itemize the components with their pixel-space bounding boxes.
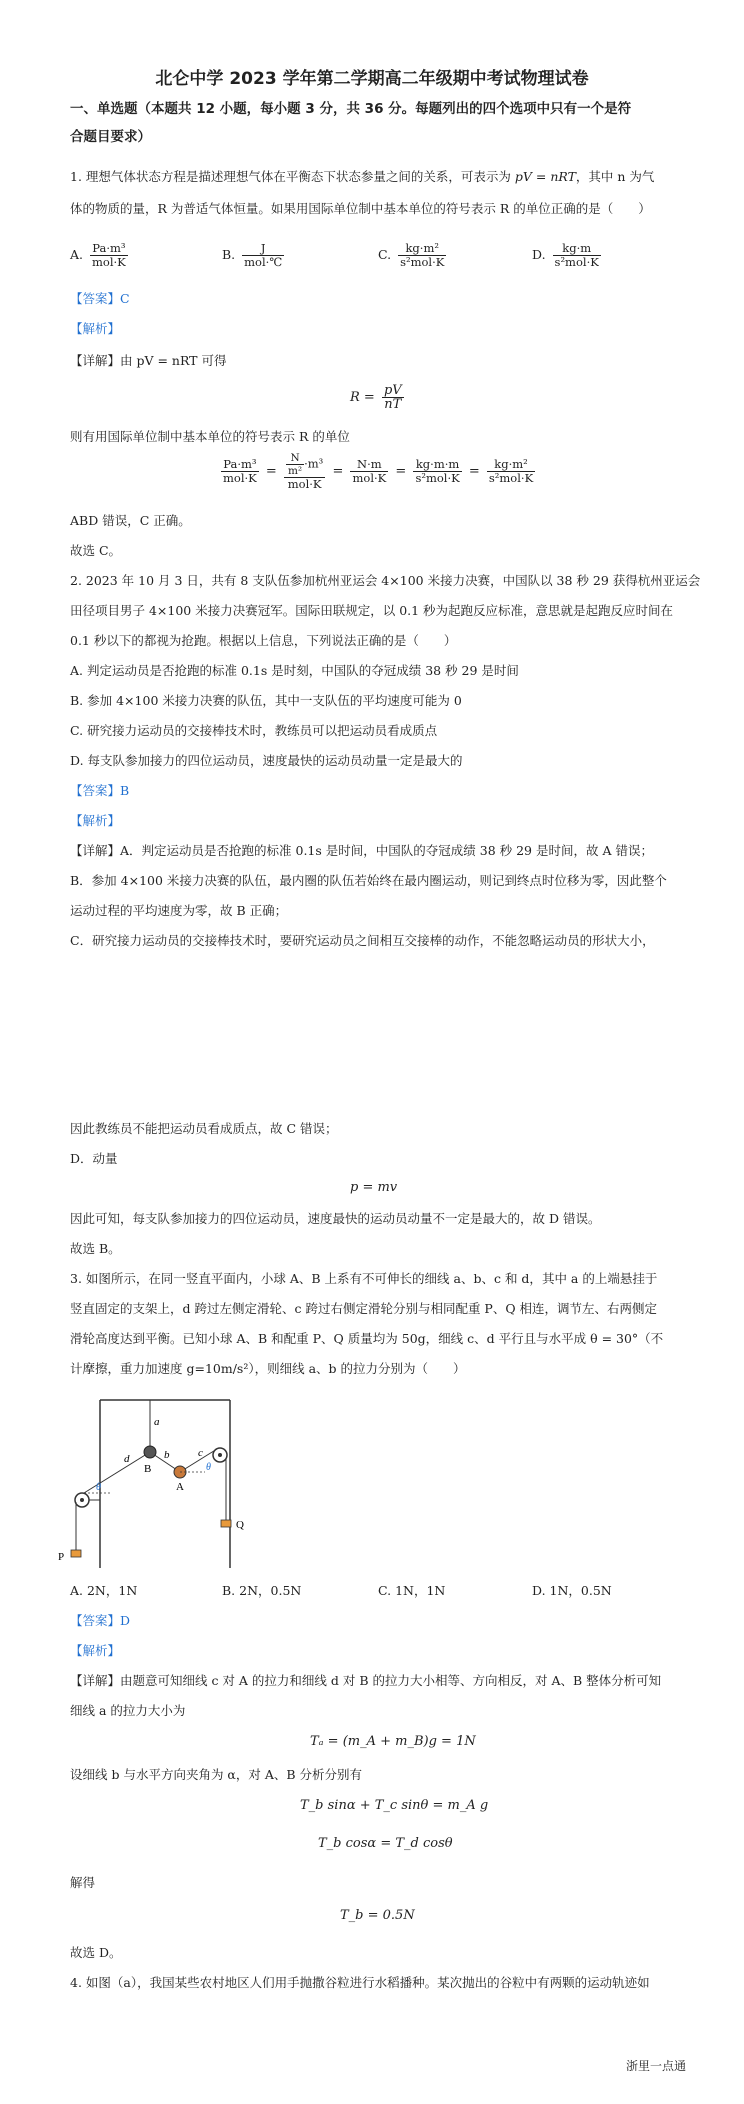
q3-eq-ta: Tₐ = (m_A + m_B)g = 1N <box>310 1734 476 1749</box>
label-d: d <box>124 1453 130 1465</box>
label-theta-left: θ <box>96 1482 101 1493</box>
label-ball-b: B <box>144 1463 152 1475</box>
label-theta-right: θ <box>206 1462 211 1473</box>
q1-unit-line: 则有用国际单位制中基本单位的符号表示 R 的单位 <box>70 429 350 444</box>
label-ball-a: A <box>176 1481 184 1493</box>
q2-conclusion: 因此可知，每支队参加接力的四位运动员，速度最快的运动员动量不一定是最大的，故 D 错误。 <box>70 1211 601 1226</box>
q1-analysis-label: 【解析】 <box>70 321 121 336</box>
q3-solve: 解得 <box>70 1875 96 1890</box>
q3-pulley-figure <box>58 1390 260 1570</box>
label-q: Q <box>236 1519 244 1531</box>
q1-stem-cont: 体的物质的量，R 为普适气体恒量。如果用国际单位制中基本单位的符号表示 R 的单位正确的是（ ） <box>70 201 651 216</box>
q3-option-b: B. 2N，0.5N <box>222 1583 302 1598</box>
q3-setup: 设细线 b 与水平方向夹角为 α，对 A、B 分析分别有 <box>70 1767 363 1782</box>
label-a: a <box>154 1416 160 1428</box>
q4-stem: 4. 如图（a），我国某些农村地区人们用手抛撒谷粒进行水稻播种。某次抛出的谷粒中有两颗的运动轨迹如 <box>70 1975 650 1990</box>
q3-detail: 细线 a 的拉力大小为 <box>70 1703 186 1718</box>
q2-stem: 0.1 秒以下的都视为抢跑。根据以上信息，下列说法正确的是（ ） <box>70 633 457 648</box>
q2-option-a: A. 判定运动员是否抢跑的标准 0.1s 是时刻，中国队的夺冠成绩 38 秒 29 是时间 <box>70 663 519 678</box>
q3-option-d: D. 1N，0.5N <box>532 1583 612 1598</box>
q3-analysis-label: 【解析】 <box>70 1643 121 1658</box>
q2-choose: 故选 B。 <box>70 1241 121 1256</box>
q1-equation-r: R = $\frac{pV}{nT}$ <box>350 383 402 412</box>
q1-answer: 【答案】C <box>70 291 130 306</box>
q3-stem: 滑轮高度达到平衡。已知小球 A、B 和配重 P、Q 质量均为 50g，细线 c、d 平行且与水平成 θ = 30°（不 <box>70 1331 664 1346</box>
q2-detail: D．动量 <box>70 1151 118 1166</box>
q1-choose: 故选 C。 <box>70 543 122 558</box>
q2-detail: C．研究接力运动员的交接棒技术时，要研究运动员之间相互交接棒的动作，不能忽略运动员的形状大小， <box>70 933 655 948</box>
label-p: P <box>58 1551 65 1563</box>
q2-option-c: C. 研究接力运动员的交接棒技术时，教练员可以把运动员看成质点 <box>70 723 438 738</box>
q2-stem: 2. 2023 年 10 月 3 日，共有 8 支队伍参加杭州亚运会 4×100 米接力决赛，中国队以 38 秒 29 获得杭州亚运会 <box>70 573 701 588</box>
section-heading: 一、单选题（本题共 12 小题，每小题 3 分，共 36 分。每题列出的四个选项中只有一个是符 <box>70 101 632 117</box>
q2-detail: 运动过程的平均速度为零，故 B 正确； <box>70 903 288 918</box>
q1-option-a: A. $\frac{\text{Pa·m³}}{\text{mol·K}}$ <box>70 241 126 269</box>
q2-option-d: D. 每支队参加接力的四位运动员，速度最快的运动员动量一定是最大的 <box>70 753 463 768</box>
q2-detail: 【详解】A．判定运动员是否抢跑的标准 0.1s 是时间，中国队的夺冠成绩 38 秒 29 是时间，故 A 错误； <box>70 843 653 858</box>
q3-answer: 【答案】D <box>70 1613 131 1628</box>
q3-stem: 竖直固定的支架上，d 跨过左侧定滑轮、c 跨过右侧定滑轮分别与相同配重 P、Q 相连，调节左、右两侧定 <box>70 1301 658 1316</box>
label-c: c <box>198 1447 203 1459</box>
q2-detail: 因此教练员不能把运动员看成质点，故 C 错误； <box>70 1121 338 1136</box>
q3-eq-vertical: T_b sinα + T_c sinθ = m_A g <box>300 1798 489 1813</box>
q3-option-c: C. 1N，1N <box>378 1583 446 1598</box>
q3-stem: 3. 如图所示，在同一竖直平面内，小球 A、B 上系有不可伸长的细线 a、b、c 和 d，其中 a 的上端悬挂于 <box>70 1271 658 1286</box>
q3-option-a: A. 2N，1N <box>70 1583 138 1598</box>
q1-option-d: D. $\frac{kg\cdot m}{\text{s²mol·K}}$ <box>532 241 599 269</box>
q1-detail: 【详解】由 pV = nRT 可得 <box>70 353 227 368</box>
q2-analysis-label: 【解析】 <box>70 813 121 828</box>
q1-unit-chain: $\frac{\text{Pa·m³}}{\text{mol·K}}$ = $\frac{N}{\text{m²}}$ ·m³ mol·K = $\frac{N\cdot m}{\text{mol·K}}$ = $\frac{kg\cdot m\cdot m}{\text{s²mol·K}}$ = $\frac{\text{kg·m²}}{\text{s²mol·K}}$ <box>223 452 534 491</box>
page-title: 北仑中学 2023 学年第二学期高二年级期中考试物理试卷 <box>155 69 589 89</box>
section-heading-cont: 合题目要求） <box>70 129 151 145</box>
q2-stem: 田径项目男子 4×100 米接力决赛冠军。国际田联规定，以 0.1 秒为起跑反应标准，意思就是起跑反应时间在 <box>70 603 674 618</box>
q1-option-c: C. $\frac{\text{kg·m²}}{\text{s²mol·K}}$ <box>378 241 445 269</box>
q3-stem: 计摩擦，重力加速度 g=10m/s²），则细线 a、b 的拉力分别为（ ） <box>70 1361 466 1376</box>
q3-detail: 【详解】由题意可知细线 c 对 A 的拉力和细线 d 对 B 的拉力大小相等、方向相反，对 A、B 整体分析可知 <box>70 1673 662 1688</box>
q2-option-b: B. 参加 4×100 米接力决赛的队伍，其中一支队伍的平均速度可能为 0 <box>70 693 462 708</box>
footer-brand: 浙里一点通 <box>626 2059 687 2073</box>
q3-eq-tb: T_b = 0.5N <box>340 1908 415 1923</box>
q2-detail: B．参加 4×100 米接力决赛的队伍，最内圈的队伍若始终在最内圈运动，则记到终点时位移为零，因此整个 <box>70 873 667 888</box>
q2-answer: 【答案】B <box>70 783 130 798</box>
q2-momentum-eq: p = mv <box>350 1180 398 1195</box>
q3-choose: 故选 D。 <box>70 1945 122 1960</box>
q1-conclusion: ABD 错误，C 正确。 <box>70 513 191 528</box>
q1-stem: 1. 理想气体状态方程是描述理想气体在平衡态下状态参量之间的关系，可表示为 pV = nRT，其中 n 为气 <box>70 169 655 184</box>
q3-eq-horizontal: T_b cosα = T_d cosθ <box>318 1836 453 1851</box>
label-b: b <box>164 1449 170 1461</box>
q1-option-b: B. $\frac{J}{\text{mol·℃}}$ <box>222 241 283 269</box>
